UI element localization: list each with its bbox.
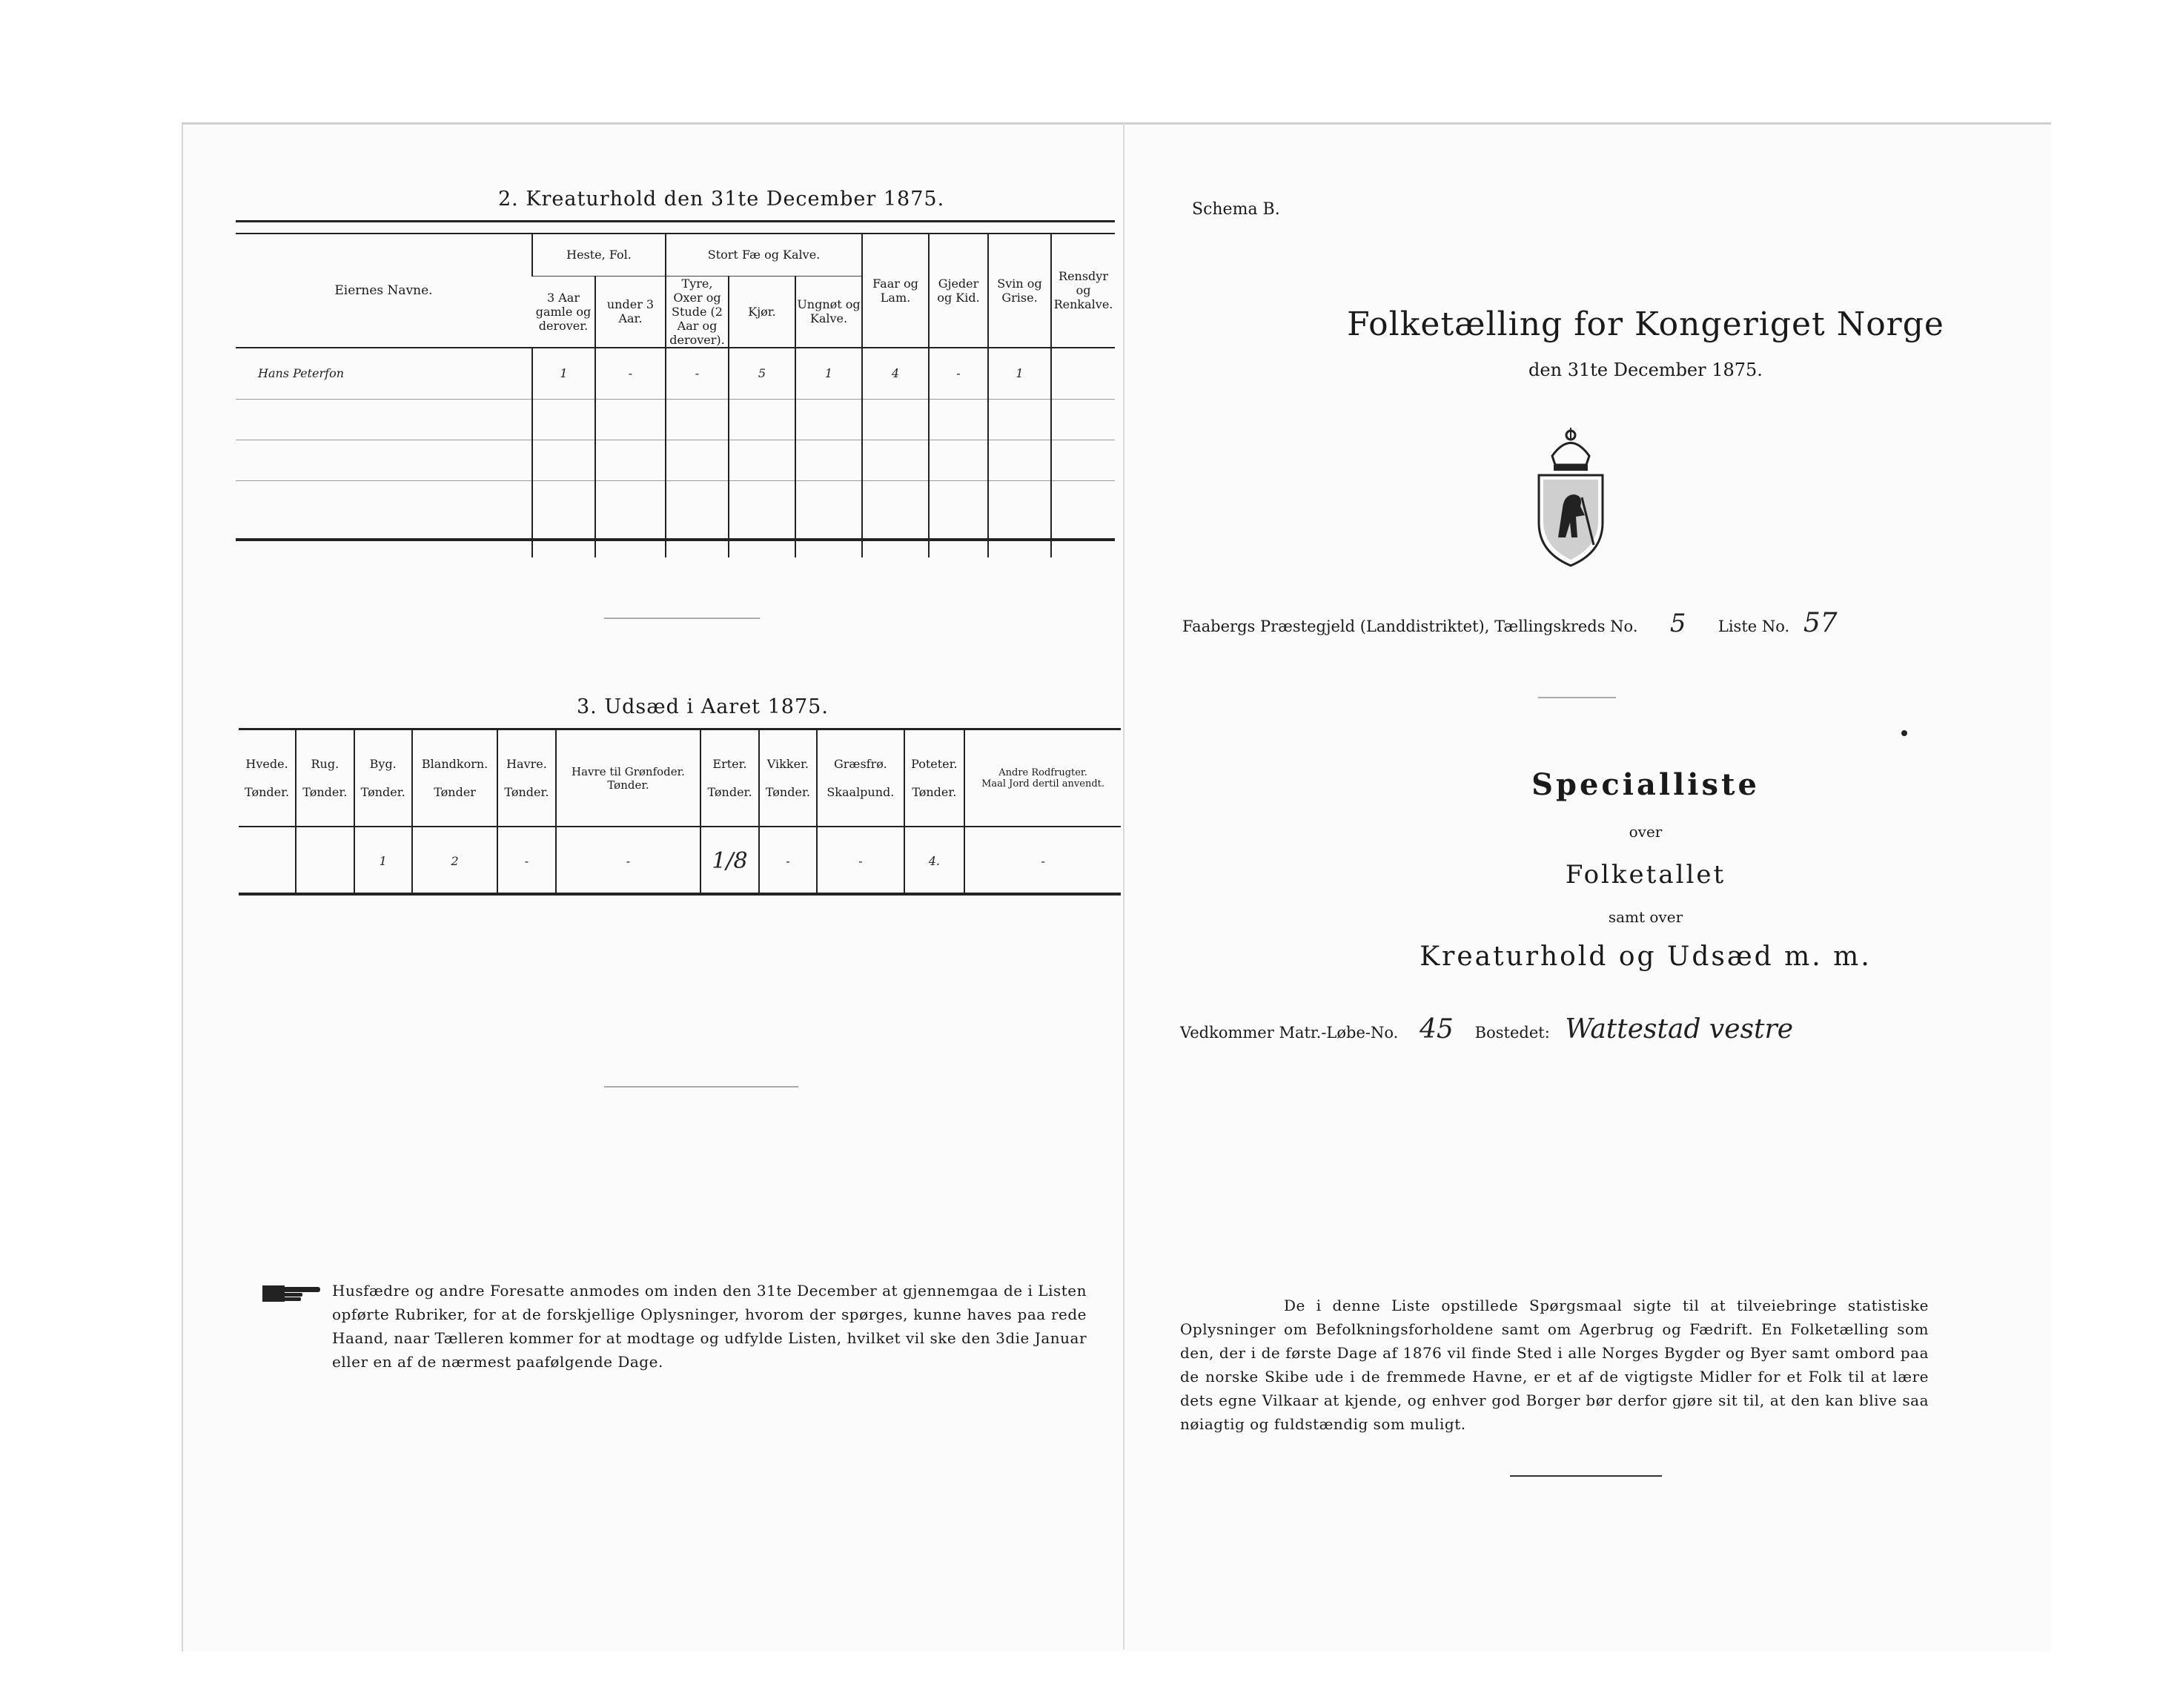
cows-value: 5 bbox=[729, 348, 795, 400]
ink-dot bbox=[1901, 730, 1907, 736]
young-cattle-value: 1 bbox=[795, 348, 862, 400]
kreds-number: 5 bbox=[1669, 609, 1686, 638]
sowing-header: Andre Rodfrugter. Maal Jord dertil anvendt. bbox=[964, 730, 1121, 827]
owner-col-header: Eiernes Navne. bbox=[334, 282, 433, 298]
horses-young-header: under 3 Aar. bbox=[595, 276, 666, 348]
sowing-table bbox=[239, 730, 1121, 895]
specialliste-heading: Specialliste bbox=[1531, 767, 1760, 802]
sowing-header: Havre. Tønder. bbox=[497, 730, 555, 827]
census-date: den 31te December 1875. bbox=[1528, 360, 1763, 380]
samt-over-label: samt over bbox=[1608, 908, 1683, 926]
sowing-value: - bbox=[497, 827, 555, 895]
sowing-header: Græsfrø. Skaalpund. bbox=[817, 730, 904, 827]
sowing-value: 1/8 bbox=[700, 827, 758, 895]
over-label-1: over bbox=[1629, 823, 1663, 841]
sheep-col-header: Faar og Lam. bbox=[862, 234, 929, 348]
schema-label: Schema B. bbox=[1192, 200, 1280, 219]
matr-label: Vedkommer Matr.-Løbe-No. bbox=[1180, 1024, 1399, 1042]
sowing-value bbox=[296, 827, 354, 895]
section3-title: 3. Udsæd i Aaret 1875. bbox=[577, 695, 829, 718]
right-separator-1 bbox=[1538, 697, 1616, 698]
sowing-value: 4. bbox=[904, 827, 965, 895]
sowing-value: 2 bbox=[412, 827, 497, 895]
sowing-value: - bbox=[556, 827, 701, 895]
young-cattle-header: Ungnøt og Kalve. bbox=[795, 276, 862, 348]
pigs-col-header: Svin og Grise. bbox=[988, 234, 1051, 348]
notice-text: Husfædre og andre Foresatte anmodes om inden den 31te December at gjennemgaa de i Listen opførte Rubriker, for at de forskjellige Oplysninger, hvorom der spørges, kunne haves paa rede Haand, naar Tælleren kommer for at modtage og udfylde Listen, hvilket vil ske den 3die Januar eller en af de nærmest paafølgende Dage. bbox=[332, 1282, 1087, 1371]
right-separator-2 bbox=[1510, 1475, 1662, 1477]
livestock-table bbox=[236, 234, 1115, 557]
bosted-value: Wattestad vestre bbox=[1565, 1014, 1794, 1045]
footer-explanation: De i denne Liste opstillede Spørgsmaal sigte til at tilveiebringe statistiske Oplysninger om Befolkningsforholdene samt om Agerbrug og Fædrift. En Folketælling som den, der i de første Dage af 1876 vil finde Sted i alle Norges Bygder og Byer samt ombord paa de norske Skibe ude i de fremmede Havne, er et af de vigtigste Midler for et Folk til at lære dets egne Vilkaar at kjende, og enhver god Borger bør derfor gjøre sit til, at den kan blive saa nøiagtig og fuldstændig som muligt. bbox=[1180, 1297, 1929, 1433]
matr-number: 45 bbox=[1420, 1014, 1454, 1045]
reindeer-value bbox=[1051, 348, 1115, 400]
cows-header: Kjør. bbox=[729, 276, 795, 348]
cattle-group-header: Stort Fæ og Kalve. bbox=[666, 234, 862, 276]
pigs-value: 1 bbox=[988, 348, 1051, 400]
bosted-label: Bostedet: bbox=[1474, 1024, 1550, 1042]
kreaturhold-label: Kreaturhold og Udsæd m. m. bbox=[1420, 941, 1872, 972]
sowing-header: Poteter. Tønder. bbox=[904, 730, 965, 827]
sheep-value: 4 bbox=[862, 348, 929, 400]
sowing-header: Havre til Grønfoder. Tønder. bbox=[556, 730, 701, 827]
liste-number: 57 bbox=[1803, 608, 1838, 638]
sowing-value: 1 bbox=[354, 827, 412, 895]
horses-young-value: - bbox=[595, 348, 666, 400]
district-label: Faabergs Præstegjeld (Landdistriktet), Tællingskreds No. bbox=[1182, 618, 1638, 635]
section2-top-rule bbox=[236, 220, 1115, 222]
section2-bottom-rule bbox=[236, 538, 1115, 541]
page-fold bbox=[1123, 122, 1124, 1649]
horses-group-header: Heste, Fol. bbox=[532, 234, 666, 276]
reindeer-col-header: Rensdyr og Renkalve. bbox=[1051, 234, 1115, 348]
matr-line bbox=[1180, 1014, 1793, 1045]
sowing-header: Rug. Tønder. bbox=[296, 730, 354, 827]
sowing-header: Blandkorn. Tønder bbox=[412, 730, 497, 827]
horses-old-header: 3 Aar gamle og derover. bbox=[532, 276, 595, 348]
sowing-header: Byg. Tønder. bbox=[354, 730, 412, 827]
separator-short bbox=[604, 618, 760, 619]
sowing-header: Erter. Tønder. bbox=[700, 730, 758, 827]
district-line bbox=[1182, 608, 1838, 638]
bulls-header: Tyre, Oxer og Stude (2 Aar og derover). bbox=[666, 276, 729, 348]
section2-title: 2. Kreaturhold den 31te December 1875. bbox=[498, 188, 945, 211]
sowing-value bbox=[239, 827, 296, 895]
horses-old-value: 1 bbox=[532, 348, 595, 400]
separator-long bbox=[604, 1086, 798, 1088]
sowing-header: Hvede. Tønder. bbox=[245, 757, 290, 799]
sowing-header: Vikker. Tønder. bbox=[759, 730, 817, 827]
section3-bottom-rule bbox=[239, 893, 1121, 896]
bulls-value: - bbox=[666, 348, 729, 400]
census-heading: Folketælling for Kongeriget Norge bbox=[1347, 305, 1944, 343]
folketallet-label: Folketallet bbox=[1565, 860, 1726, 890]
sowing-value: - bbox=[964, 827, 1121, 895]
norway-coat-of-arms-icon bbox=[1530, 426, 1611, 572]
pointing-hand-icon bbox=[261, 1281, 328, 1309]
sowing-value: - bbox=[817, 827, 904, 895]
owner-name: Hans Peterfon bbox=[258, 366, 345, 381]
sowing-value: - bbox=[759, 827, 817, 895]
goats-col-header: Gjeder og Kid. bbox=[929, 234, 988, 348]
goats-value: - bbox=[929, 348, 988, 400]
liste-label: Liste No. bbox=[1717, 618, 1790, 635]
